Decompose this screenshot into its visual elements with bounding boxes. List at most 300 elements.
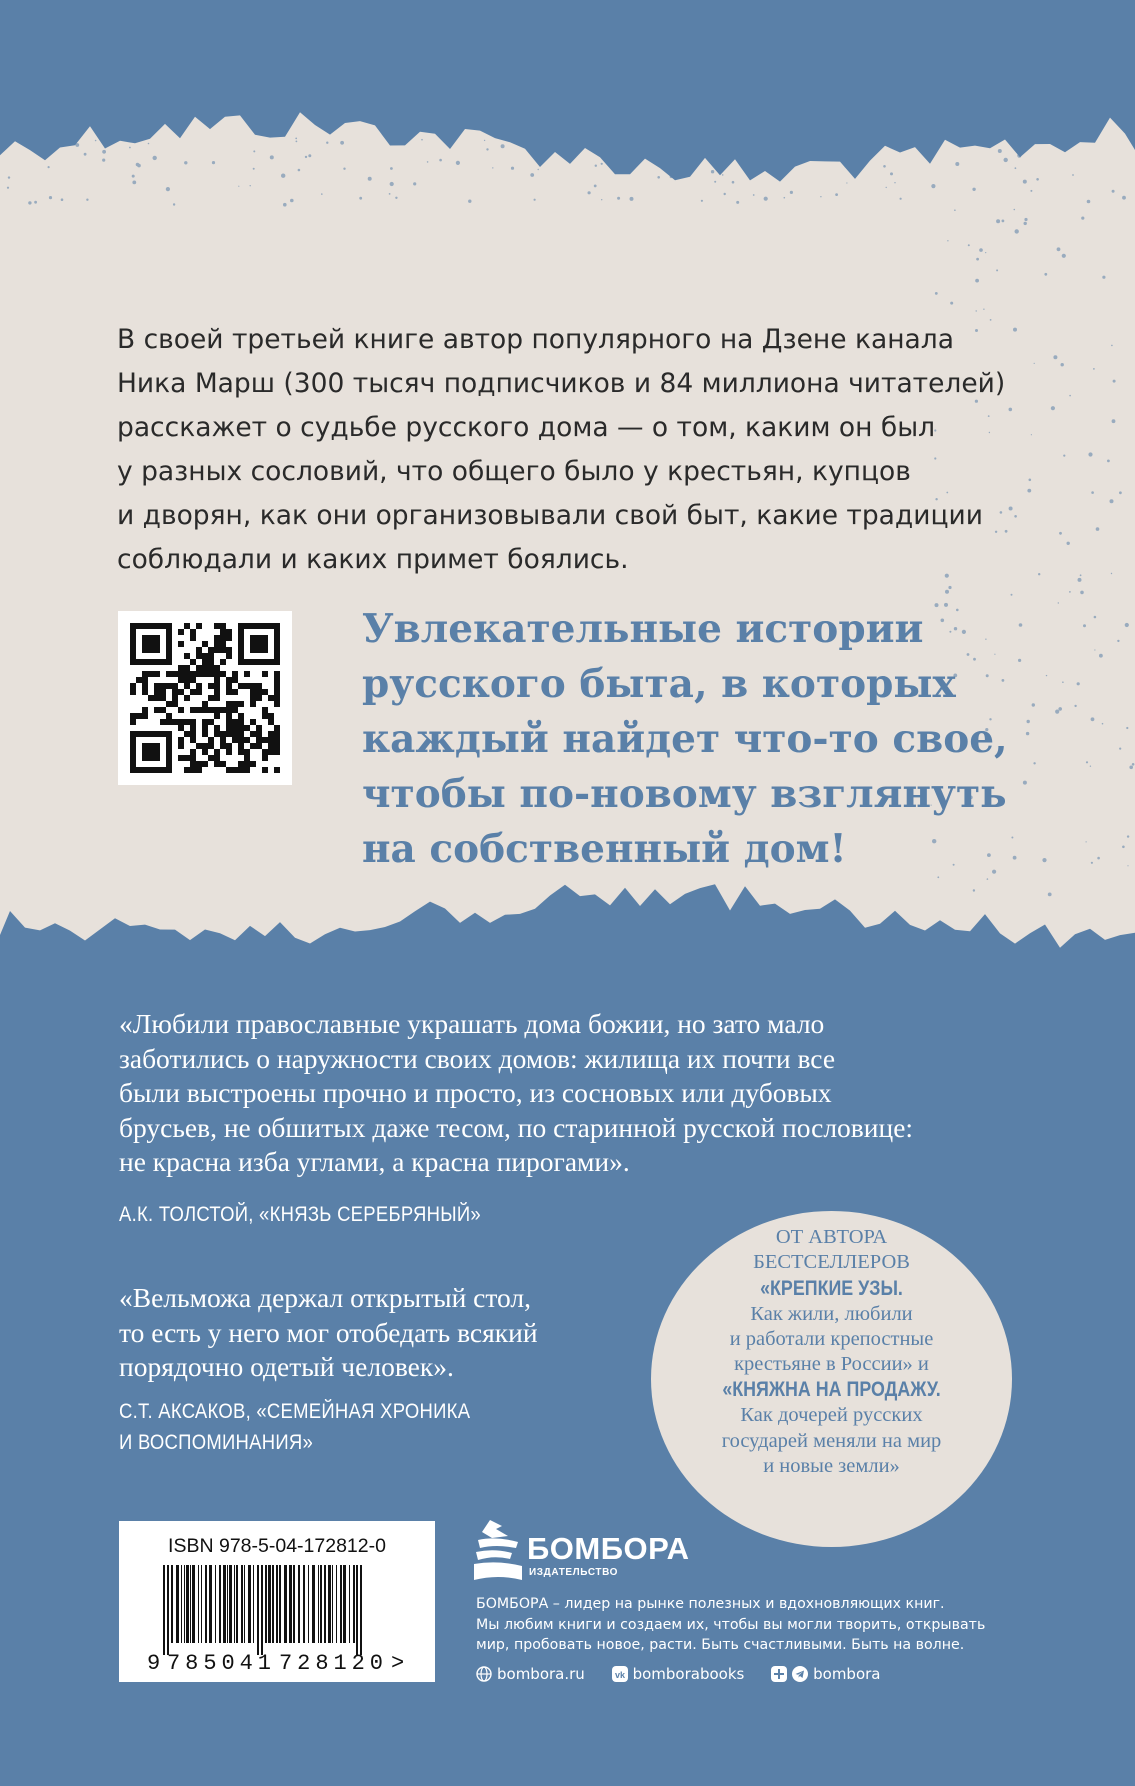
qr-module: [268, 719, 274, 725]
qr-module: [154, 755, 160, 761]
attribution-line: И ВОСПОМИНАНИЯ»: [119, 1431, 314, 1454]
qr-module: [256, 683, 262, 689]
paper-speck: [1015, 229, 1019, 233]
paper-speck: [1122, 846, 1125, 849]
paper-speck: [321, 193, 323, 195]
paper-speck: [1039, 139, 1041, 141]
qr-module: [136, 713, 142, 719]
qr-module: [220, 707, 226, 713]
paper-speck: [1113, 380, 1116, 383]
qr-module: [268, 659, 274, 665]
qr-module: [244, 761, 250, 767]
paper-speck: [665, 160, 668, 163]
qr-module: [172, 695, 178, 701]
plus-icon: [771, 1666, 787, 1682]
paper-speck: [427, 161, 429, 163]
paper-speck: [846, 182, 847, 183]
paper-speck: [1061, 363, 1064, 366]
qr-module: [136, 731, 142, 737]
paper-speck: [958, 141, 961, 144]
paper-speck: [1080, 591, 1084, 595]
paper-speck: [84, 153, 87, 156]
qr-module: [274, 623, 280, 629]
qr-module: [208, 659, 214, 665]
qr-module: [178, 719, 184, 725]
barcode-bar: [356, 1565, 358, 1655]
qr-module: [244, 749, 250, 755]
paper-speck: [48, 166, 50, 168]
qr-module: [190, 689, 196, 695]
paper-speck: [250, 185, 251, 186]
qr-module: [142, 641, 148, 647]
intro-line: соблюдали и каких примет боялись.: [117, 544, 629, 575]
qr-module: [250, 647, 256, 653]
qr-module: [154, 731, 160, 737]
qr-module: [202, 731, 208, 737]
qr-module: [202, 707, 208, 713]
barcode-digit: 9: [147, 1651, 161, 1675]
qr-module: [226, 707, 232, 713]
paper-speck: [530, 173, 534, 177]
qr-module: [190, 677, 196, 683]
qr-module: [142, 689, 148, 695]
paper-speck: [976, 310, 977, 311]
paper-speck: [1093, 368, 1095, 370]
paper-speck: [996, 269, 998, 271]
qr-module: [232, 737, 238, 743]
qr-module: [256, 743, 262, 749]
quote-line: заботились о наружности своих домов: жилища их почти все: [119, 1042, 836, 1074]
qr-module: [178, 725, 184, 731]
qr-module: [244, 737, 250, 743]
paper-speck: [947, 240, 948, 241]
qr-module: [160, 659, 166, 665]
intro-line: Ника Марш (300 тысяч подписчиков и 84 миллиона читателей): [117, 368, 1006, 399]
qr-module: [232, 725, 238, 731]
paper-speck: [1111, 345, 1113, 347]
paper-speck: [1063, 455, 1065, 457]
paper-speck: [534, 199, 536, 201]
qr-module: [184, 623, 190, 629]
qr-module: [256, 635, 262, 641]
qr-module: [184, 683, 190, 689]
qr-module: [274, 689, 280, 695]
paper-speck: [238, 186, 239, 187]
qr-module: [148, 647, 154, 653]
qr-module: [202, 659, 208, 665]
qr-module: [226, 731, 232, 737]
qr-module: [154, 641, 160, 647]
paper-speck: [1067, 542, 1070, 545]
paper-speck: [529, 143, 533, 147]
qr-module: [274, 683, 280, 689]
qr-module: [154, 623, 160, 629]
paper-speck: [615, 156, 618, 159]
paper-speck: [295, 138, 297, 140]
qr-module: [160, 623, 166, 629]
barcode-bar: [253, 1565, 254, 1643]
barcode-bar: [298, 1565, 300, 1643]
qr-module: [274, 641, 280, 647]
qr-module: [142, 707, 148, 713]
qr-module: [166, 743, 172, 749]
paper-speck: [492, 167, 493, 168]
qr-module: [196, 647, 202, 653]
qr-module: [262, 689, 268, 695]
quote-line: были выстроены прочно и просто, из сосновых или дубовых: [119, 1077, 832, 1108]
qr-module: [130, 623, 136, 629]
barcode-bar: [265, 1565, 267, 1643]
qr-module: [202, 761, 208, 767]
qr-module: [196, 653, 202, 659]
barcode-bar: [223, 1565, 226, 1643]
qr-module: [208, 743, 214, 749]
qr-module: [166, 629, 172, 635]
badge-book-subtitle: и работали крепостные: [729, 1327, 934, 1350]
quote-line: брусьев, не обшитых даже тесом, по старинной русской пословице:: [119, 1111, 914, 1143]
globe-icon: [476, 1666, 492, 1682]
publisher-description-line: мир, пробовать новое, расти. Быть счастливыми. Быть на волне.: [476, 1637, 965, 1653]
barcode-bar: [272, 1565, 274, 1643]
paper-speck: [1029, 479, 1032, 482]
paper-speck: [1030, 190, 1032, 192]
intro-line: расскажет о судьбе русского дома — о том, каким он был: [117, 412, 936, 443]
paper-speck: [1069, 591, 1071, 593]
paper-speck: [1122, 196, 1126, 200]
paper-speck: [998, 149, 1002, 153]
qr-module: [208, 695, 214, 701]
qr-module: [184, 731, 190, 737]
qr-module: [142, 671, 148, 677]
website-link-text: bombora.ru: [497, 1664, 585, 1683]
qr-module: [214, 683, 220, 689]
qr-module: [160, 731, 166, 737]
paper-speck: [8, 176, 10, 178]
qr-module: [130, 749, 136, 755]
paper-speck: [1132, 763, 1135, 766]
qr-module: [274, 749, 280, 755]
qr-code[interactable]: [118, 611, 292, 785]
paper-speck: [1088, 452, 1092, 456]
paper-speck: [390, 167, 393, 170]
paper-speck: [886, 187, 887, 188]
qr-module: [172, 701, 178, 707]
quote-line: «Вельможа держал открытый стол,: [119, 1282, 532, 1313]
barcode-bar: [186, 1565, 189, 1643]
barcode-bar: [276, 1565, 278, 1643]
paper-speck: [722, 174, 724, 176]
qr-module: [142, 659, 148, 665]
qr-module: [256, 695, 262, 701]
qr-module: [274, 701, 280, 707]
barcode-bar: [343, 1565, 346, 1643]
qr-module: [202, 641, 208, 647]
paper-speck: [820, 196, 821, 197]
paper-speck: [1048, 893, 1052, 897]
qr-module: [136, 677, 142, 683]
qr-module: [244, 725, 250, 731]
paper-speck: [136, 163, 140, 167]
qr-module: [196, 767, 202, 773]
qr-module: [226, 749, 232, 755]
qr-module: [238, 725, 244, 731]
qr-module: [274, 659, 280, 665]
qr-module: [202, 653, 208, 659]
paper-speck: [538, 169, 539, 170]
barcode-bar: [324, 1565, 326, 1643]
qr-module: [226, 725, 232, 731]
paper-speck: [343, 168, 345, 170]
qr-module: [166, 623, 172, 629]
qr-module: [178, 671, 184, 677]
paper-speck: [955, 162, 959, 166]
paper-speck: [968, 244, 970, 246]
paper-speck: [588, 191, 591, 194]
paper-speck: [920, 141, 923, 144]
qr-module: [166, 731, 172, 737]
paper-speck: [1126, 727, 1128, 729]
qr-module: [232, 701, 238, 707]
barcode-bar: [261, 1565, 263, 1655]
qr-module: [256, 725, 262, 731]
qr-module: [250, 635, 256, 641]
paper-speck: [1014, 209, 1016, 211]
paper-speck: [1014, 515, 1017, 518]
qr-module: [130, 635, 136, 641]
paper-speck: [359, 197, 362, 200]
qr-module: [274, 767, 280, 773]
barcode-bar: [328, 1565, 331, 1643]
paper-speck: [764, 197, 768, 201]
barcode-bar: [241, 1565, 243, 1643]
qr-module: [238, 701, 244, 707]
qr-module: [244, 755, 250, 761]
qr-module: [250, 659, 256, 665]
bestseller-badge: [651, 1211, 1012, 1547]
qr-module: [166, 653, 172, 659]
paper-speck: [1127, 865, 1128, 866]
qr-module: [274, 647, 280, 653]
paper-speck: [976, 258, 979, 261]
barcode-bar: [215, 1565, 216, 1643]
barcode-bar: [227, 1565, 228, 1643]
barcode: [145, 1565, 409, 1675]
publisher-links: [476, 1664, 903, 1683]
qr-module: [244, 767, 250, 773]
qr-module: [166, 719, 172, 725]
paper-speck: [340, 141, 344, 145]
vk-link[interactable]: [612, 1665, 745, 1683]
qr-module: [256, 647, 262, 653]
qr-module: [232, 677, 238, 683]
qr-module: [190, 725, 196, 731]
qr-module: [226, 719, 232, 725]
qr-module: [196, 761, 202, 767]
qr-module: [214, 695, 220, 701]
paper-speck: [184, 161, 187, 164]
qr-module: [184, 665, 190, 671]
qr-module: [208, 737, 214, 743]
paper-speck: [1069, 395, 1071, 397]
qr-module: [250, 701, 256, 707]
qr-module: [232, 707, 238, 713]
qr-module: [220, 623, 226, 629]
paper-speck: [153, 156, 157, 160]
quote-attribution-aksakov: [119, 1396, 470, 1458]
paper-speck: [1096, 527, 1100, 531]
qr-module: [226, 683, 232, 689]
social-link[interactable]: [771, 1665, 880, 1683]
qr-module: [274, 677, 280, 683]
qr-module: [130, 719, 136, 725]
paper-speck: [1015, 167, 1017, 169]
paper-speck: [39, 148, 43, 152]
paper-speck: [784, 197, 786, 199]
qr-module: [262, 659, 268, 665]
badge-book-subtitle: государей меняли на мир: [721, 1429, 942, 1452]
qr-module: [262, 737, 268, 743]
qr-module: [148, 659, 154, 665]
paper-speck: [950, 302, 953, 305]
qr-module: [130, 761, 136, 767]
website-link[interactable]: [476, 1665, 585, 1683]
barcode-bar: [312, 1565, 315, 1643]
qr-module: [220, 671, 226, 677]
qr-module: [274, 635, 280, 641]
paper-speck: [601, 163, 603, 165]
paper-speck: [283, 203, 287, 207]
qr-module: [262, 671, 268, 677]
qr-module: [202, 743, 208, 749]
qr-module: [148, 755, 154, 761]
qr-module: [268, 713, 274, 719]
barcode-bar: [257, 1565, 259, 1655]
qr-module: [226, 635, 232, 641]
qr-module: [142, 755, 148, 761]
qr-module: [262, 755, 268, 761]
qr-code-icon: [130, 623, 280, 773]
qr-module: [142, 623, 148, 629]
qr-module: [208, 755, 214, 761]
paper-speck: [996, 219, 1000, 223]
qr-module: [232, 767, 238, 773]
paper-speck: [979, 248, 983, 252]
qr-module: [256, 689, 262, 695]
paper-speck: [1112, 419, 1116, 423]
barcode-bar: [198, 1565, 199, 1643]
barcode-bar: [236, 1565, 238, 1643]
quote-attribution-tolstoy: [119, 1199, 481, 1230]
barcode-digit: 728120: [279, 1651, 383, 1675]
qr-module: [244, 659, 250, 665]
barcode-bar: [349, 1565, 350, 1643]
intro-line: у разных сословий, что общего было у крестьян, купцов: [117, 456, 911, 487]
qr-module: [160, 767, 166, 773]
paper-speck: [1038, 573, 1040, 575]
qr-module: [184, 653, 190, 659]
barcode-bar: [171, 1565, 173, 1643]
qr-module: [238, 653, 244, 659]
paper-speck: [102, 159, 105, 162]
paper-speck: [1013, 328, 1017, 332]
qr-module: [148, 731, 154, 737]
qr-module: [262, 713, 268, 719]
qr-module: [214, 725, 220, 731]
qr-module: [232, 671, 238, 677]
paper-speck: [1017, 154, 1021, 158]
paper-speck: [308, 154, 311, 157]
quote-line: не красна изба углами, а красна пирогами».: [119, 1146, 630, 1177]
qr-module: [166, 671, 172, 677]
badge-heading: БЕСТСЕЛЛЕРОВ: [753, 1251, 910, 1274]
qr-module: [172, 689, 178, 695]
paper-speck: [1072, 174, 1074, 176]
qr-module: [166, 755, 172, 761]
barcode-bar: [353, 1565, 355, 1643]
barcode-bar: [293, 1565, 295, 1643]
qr-module: [130, 731, 136, 737]
qr-module: [130, 755, 136, 761]
paper-speck: [935, 292, 938, 295]
qr-module: [238, 761, 244, 767]
qr-module: [172, 683, 178, 689]
vk-link-text: bomborabooks: [632, 1664, 745, 1683]
qr-module: [274, 671, 280, 677]
qr-module: [130, 653, 136, 659]
publisher-subtitle: ИЗДАТЕЛЬСТВО: [529, 1567, 619, 1578]
publisher-description-line: Мы любим книги и создаем их, чтобы вы могли творить, открывать: [476, 1616, 986, 1633]
paper-speck: [395, 197, 397, 199]
paper-speck: [439, 159, 442, 162]
paper-speck: [129, 147, 131, 149]
paper-speck: [298, 169, 301, 172]
paper-speck: [1057, 247, 1061, 251]
paper-speck: [1051, 406, 1055, 410]
barcode-bar: [184, 1565, 185, 1643]
paper-speck: [1002, 220, 1005, 223]
paper-speck: [657, 176, 660, 179]
qr-module: [262, 707, 268, 713]
qr-module: [250, 695, 256, 701]
qr-module: [262, 749, 268, 755]
qr-module: [148, 623, 154, 629]
qr-module: [238, 713, 244, 719]
qr-module: [142, 749, 148, 755]
qr-module: [184, 695, 190, 701]
qr-module: [244, 623, 250, 629]
qr-module: [166, 641, 172, 647]
qr-module: [190, 755, 196, 761]
paper-speck: [253, 168, 255, 170]
paper-speck: [732, 181, 735, 184]
paper-speck: [1087, 200, 1091, 204]
paper-speck: [985, 252, 986, 253]
qr-module: [220, 635, 226, 641]
qr-module: [148, 767, 154, 773]
paper-speck: [305, 156, 307, 158]
qr-module: [256, 731, 262, 737]
qr-module: [166, 647, 172, 653]
qr-module: [154, 749, 160, 755]
qr-module: [268, 695, 274, 701]
qr-module: [226, 713, 232, 719]
qr-module: [196, 671, 202, 677]
isbn-barcode-panel: [119, 1521, 435, 1682]
barcode-bar: [303, 1565, 305, 1643]
paper-speck: [975, 279, 979, 283]
qr-module: [214, 713, 220, 719]
qr-module: [220, 647, 226, 653]
